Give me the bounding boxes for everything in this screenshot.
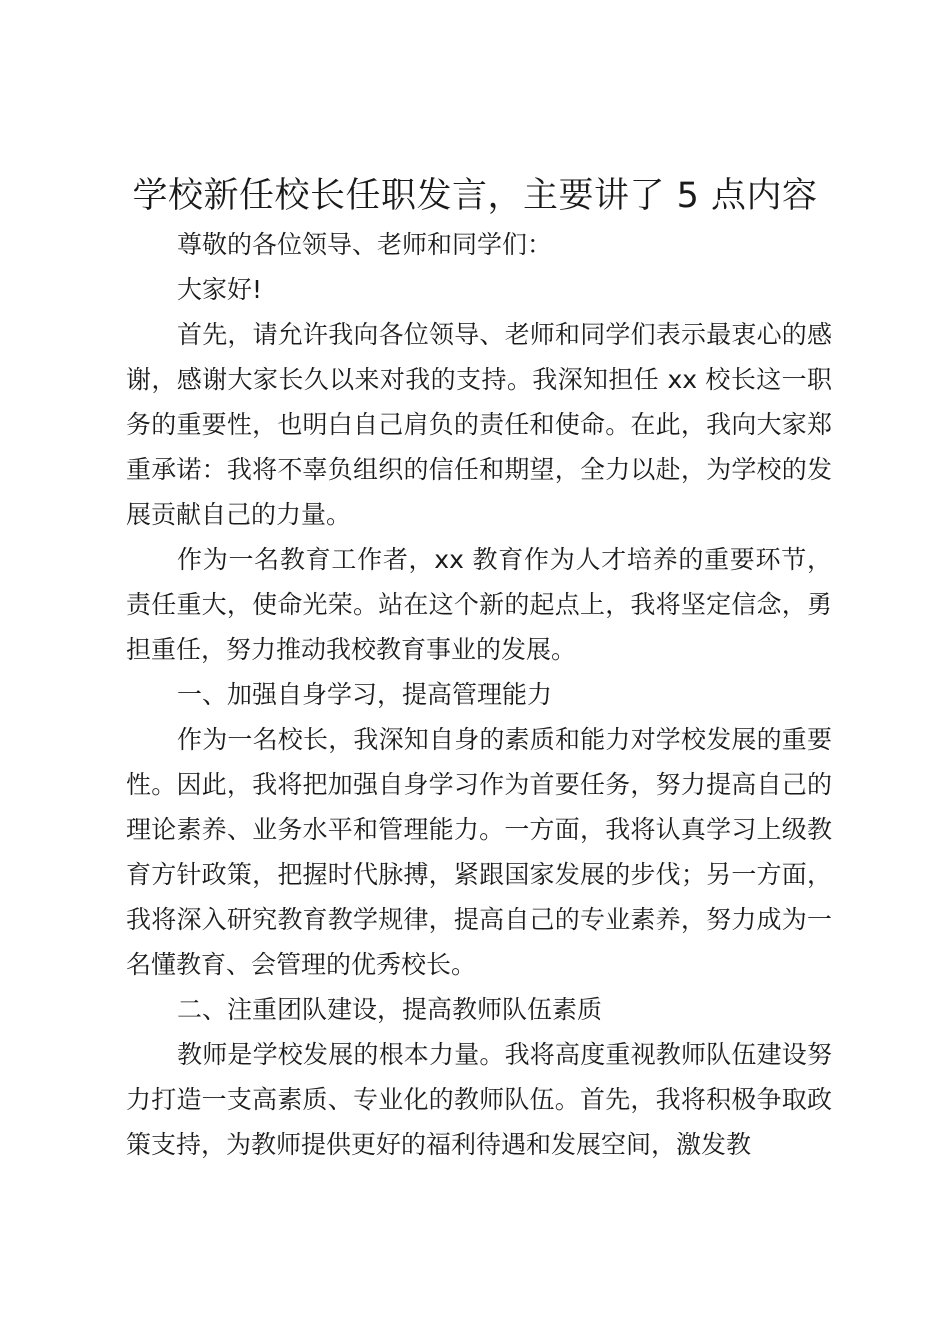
section-heading-1: 一、加强自身学习，提高管理能力 [177, 680, 553, 709]
section-text-1: 作为一名校长，我深知自身的素质和能力对学校发展的重要性。因此，我将把加强自身学习作为首要任务，努力提高自己的理论素养、业务水平和管理能力。一方面，我将认真学习上级教育方针政策，把握时代脉搏，紧跟国家发展的步伐；另一方面，我将深入研究教育教学规律，提高自己的专业素养，努力成为一名懂教育、会管理的优秀校长。 [126, 725, 832, 979]
document-body [126, 222, 832, 1167]
salutation: 尊敬的各位领导、老师和同学们： [177, 230, 553, 259]
section-text-2: 教师是学校发展的根本力量。我将高度重视教师队伍建设努力打造一支高素质、专业化的教师队伍。首先，我将积极争取政策支持，为教师提供更好的福利待遇和发展空间，激发教 [126, 1040, 832, 1159]
greeting: 大家好! [177, 275, 263, 304]
section-heading-2: 二、注重团队建设，提高教师队伍素质 [177, 995, 603, 1024]
paragraph-mission: 作为一名教育工作者，xx 教育作为人才培养的重要环节，责任重大，使命光荣。站在这个新的起点上，我将坚定信念，勇担重任，努力推动我校教育事业的发展。 [126, 545, 832, 664]
paragraph-intro: 首先，请允许我向各位领导、老师和同学们表示最衷心的感谢，感谢大家长久以来对我的支持。我深知担任 xx 校长这一职务的重要性，也明白自己肩负的责任和使命。在此，我向大家郑重承诺：我将不辜负组织的信任和期望，全力以赴，为学校的发展贡献自己的力量。 [126, 320, 832, 529]
document-title: 学校新任校长任职发言，主要讲了 5 点内容 [132, 176, 818, 216]
